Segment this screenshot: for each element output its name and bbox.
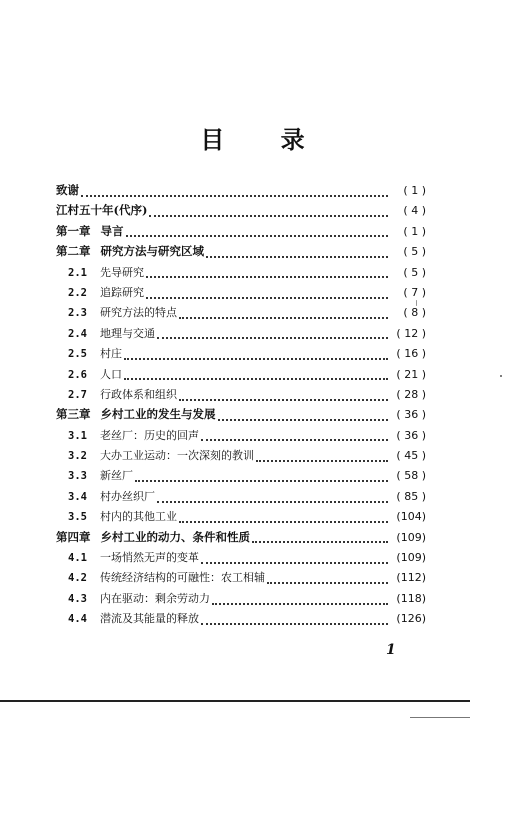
toc-entry-number: 3.4 <box>68 490 87 503</box>
toc-entry <box>56 264 426 284</box>
toc-entry-number: 2.3 <box>68 307 87 320</box>
toc-entry-number: 4.1 <box>68 552 87 565</box>
toc-entry-page: ( 5 ) <box>403 265 426 279</box>
toc-entry-number: 2.7 <box>68 388 87 401</box>
toc-entry <box>56 610 426 630</box>
toc-entry-page: (104) <box>396 510 426 524</box>
toc-entry-number: 4.2 <box>68 572 87 585</box>
toc-entry-page: ( 28 ) <box>396 387 426 401</box>
leader-dots <box>135 479 388 482</box>
toc-entry-number: 第四章 <box>56 529 91 544</box>
toc-entry-page: ( 36 ) <box>396 408 426 422</box>
toc-entry <box>56 182 426 202</box>
leader-dots <box>126 234 389 237</box>
toc-entry-label: 江村五十年(代序) <box>56 203 148 218</box>
table-of-contents <box>56 182 426 631</box>
toc-entry <box>56 488 426 508</box>
toc-entry <box>56 590 426 610</box>
leader-dots <box>146 296 388 299</box>
toc-entry-page: ( 7 ) <box>403 285 426 299</box>
toc-entry-page: ( 58 ) <box>396 469 426 483</box>
toc-entry-page: (109) <box>396 551 426 565</box>
toc-entry-label: 乡村工业的动力、条件和性质 <box>100 529 250 544</box>
toc-entry-label: 村办丝织厂 <box>100 489 155 503</box>
toc-entry <box>56 243 426 263</box>
toc-entry <box>56 427 426 447</box>
toc-entry-number: 3.3 <box>68 470 87 483</box>
toc-entry-page: ( 1 ) <box>403 224 426 238</box>
leader-dots <box>267 581 388 584</box>
toc-entry-label: 老丝厂：历史的回声 <box>100 428 199 442</box>
toc-entry-page: ( 4 ) <box>403 204 426 218</box>
toc-entry-number: 2.1 <box>68 266 87 279</box>
toc-entry-number: 4.3 <box>68 592 87 605</box>
toc-entry-page: ( 85 ) <box>396 489 426 503</box>
toc-entry-page: (126) <box>396 612 426 626</box>
leader-dots <box>201 438 388 441</box>
toc-entry <box>56 284 426 304</box>
scan-speck <box>500 375 502 377</box>
toc-entry-label: 大办工业运动：一次深刻的教训 <box>100 449 254 463</box>
toc-entry-label: 研究方法与研究区域 <box>100 244 204 259</box>
toc-entry <box>56 508 426 528</box>
toc-entry-page: ( 45 ) <box>396 449 426 463</box>
toc-entry-number: 第一章 <box>56 223 91 238</box>
toc-entry-page: (109) <box>396 530 426 544</box>
leader-dots <box>124 377 388 380</box>
toc-entry-number: 第二章 <box>56 244 91 259</box>
toc-entry <box>56 529 426 549</box>
toc-entry-label: 潜流及其能量的释放 <box>100 612 199 626</box>
toc-entry <box>56 304 426 324</box>
leader-dots <box>179 520 388 523</box>
leader-dots <box>201 622 388 625</box>
toc-entry <box>56 325 426 345</box>
toc-entry-label: 导言 <box>100 223 124 238</box>
toc-entry-page: ( 12 ) <box>396 326 426 340</box>
toc-entry-page: (118) <box>396 591 426 605</box>
toc-entry-label: 新丝厂 <box>100 469 133 483</box>
toc-entry-number: 2.6 <box>68 368 87 381</box>
toc-entry-number: 第三章 <box>56 407 91 422</box>
leader-dots <box>81 194 388 197</box>
toc-entry-label: 研究方法的特点 <box>100 306 177 320</box>
toc-entry-label: 内在驱动：剩余劳动力 <box>100 591 210 605</box>
toc-entry <box>56 345 426 365</box>
toc-entry-page: ( 16 ) <box>396 347 426 361</box>
toc-entry-label: 人口 <box>100 367 122 381</box>
leader-dots <box>146 275 388 278</box>
toc-entry-page: (112) <box>396 571 426 585</box>
toc-entry-page: ( 5 ) <box>403 245 426 259</box>
leader-dots <box>179 316 388 319</box>
leader-dots <box>218 418 389 421</box>
toc-entry-label: 行政体系和组织 <box>100 387 177 401</box>
toc-entry <box>56 467 426 487</box>
scan-speck <box>416 300 417 306</box>
page-number: 1 <box>386 642 396 658</box>
toc-entry-number: 2.4 <box>68 327 87 340</box>
toc-entry <box>56 406 426 426</box>
toc-entry-label: 致谢 <box>56 183 79 197</box>
toc-entry-label: 一场悄然无声的变革 <box>100 551 199 565</box>
toc-entry-label: 地理与交通 <box>100 326 155 340</box>
toc-entry <box>56 569 426 589</box>
toc-entry-label: 村内的其他工业 <box>100 510 177 524</box>
toc-entry-number: 2.2 <box>68 286 87 299</box>
toc-entry <box>56 366 426 386</box>
toc-entry-label: 先导研究 <box>100 265 144 279</box>
leader-dots <box>157 336 388 339</box>
leader-dots <box>206 255 388 258</box>
leader-dots <box>149 214 388 217</box>
toc-entry-number: 4.4 <box>68 613 87 626</box>
toc-entry <box>56 447 426 467</box>
toc-entry-page: ( 8 ) <box>403 306 426 320</box>
toc-entry-page: ( 1 ) <box>403 184 426 197</box>
toc-entry-label: 村庄 <box>100 347 122 361</box>
toc-entry-label: 乡村工业的发生与发展 <box>100 407 216 422</box>
page-title: 目 录 <box>200 126 329 154</box>
leader-dots <box>252 540 388 543</box>
toc-entry-label: 传统经济结构的可融性：农工相辅 <box>100 571 265 585</box>
bottom-rule-short <box>410 717 470 718</box>
bottom-rule <box>0 700 470 702</box>
toc-entry-page: ( 36 ) <box>396 428 426 442</box>
toc-entry <box>56 386 426 406</box>
toc-entry-number: 3.2 <box>68 450 87 463</box>
leader-dots <box>179 398 388 401</box>
toc-entry-page: ( 21 ) <box>396 367 426 381</box>
toc-entry <box>56 202 426 222</box>
toc-entry-number: 2.5 <box>68 348 87 361</box>
toc-entry-number: 3.1 <box>68 429 87 442</box>
leader-dots <box>256 459 388 462</box>
leader-dots <box>157 500 388 503</box>
leader-dots <box>212 602 388 605</box>
leader-dots <box>124 357 388 360</box>
toc-entry-number: 3.5 <box>68 511 87 524</box>
toc-entry <box>56 549 426 569</box>
toc-entry <box>56 223 426 243</box>
leader-dots <box>201 561 388 564</box>
toc-entry-label: 追踪研究 <box>100 285 144 299</box>
